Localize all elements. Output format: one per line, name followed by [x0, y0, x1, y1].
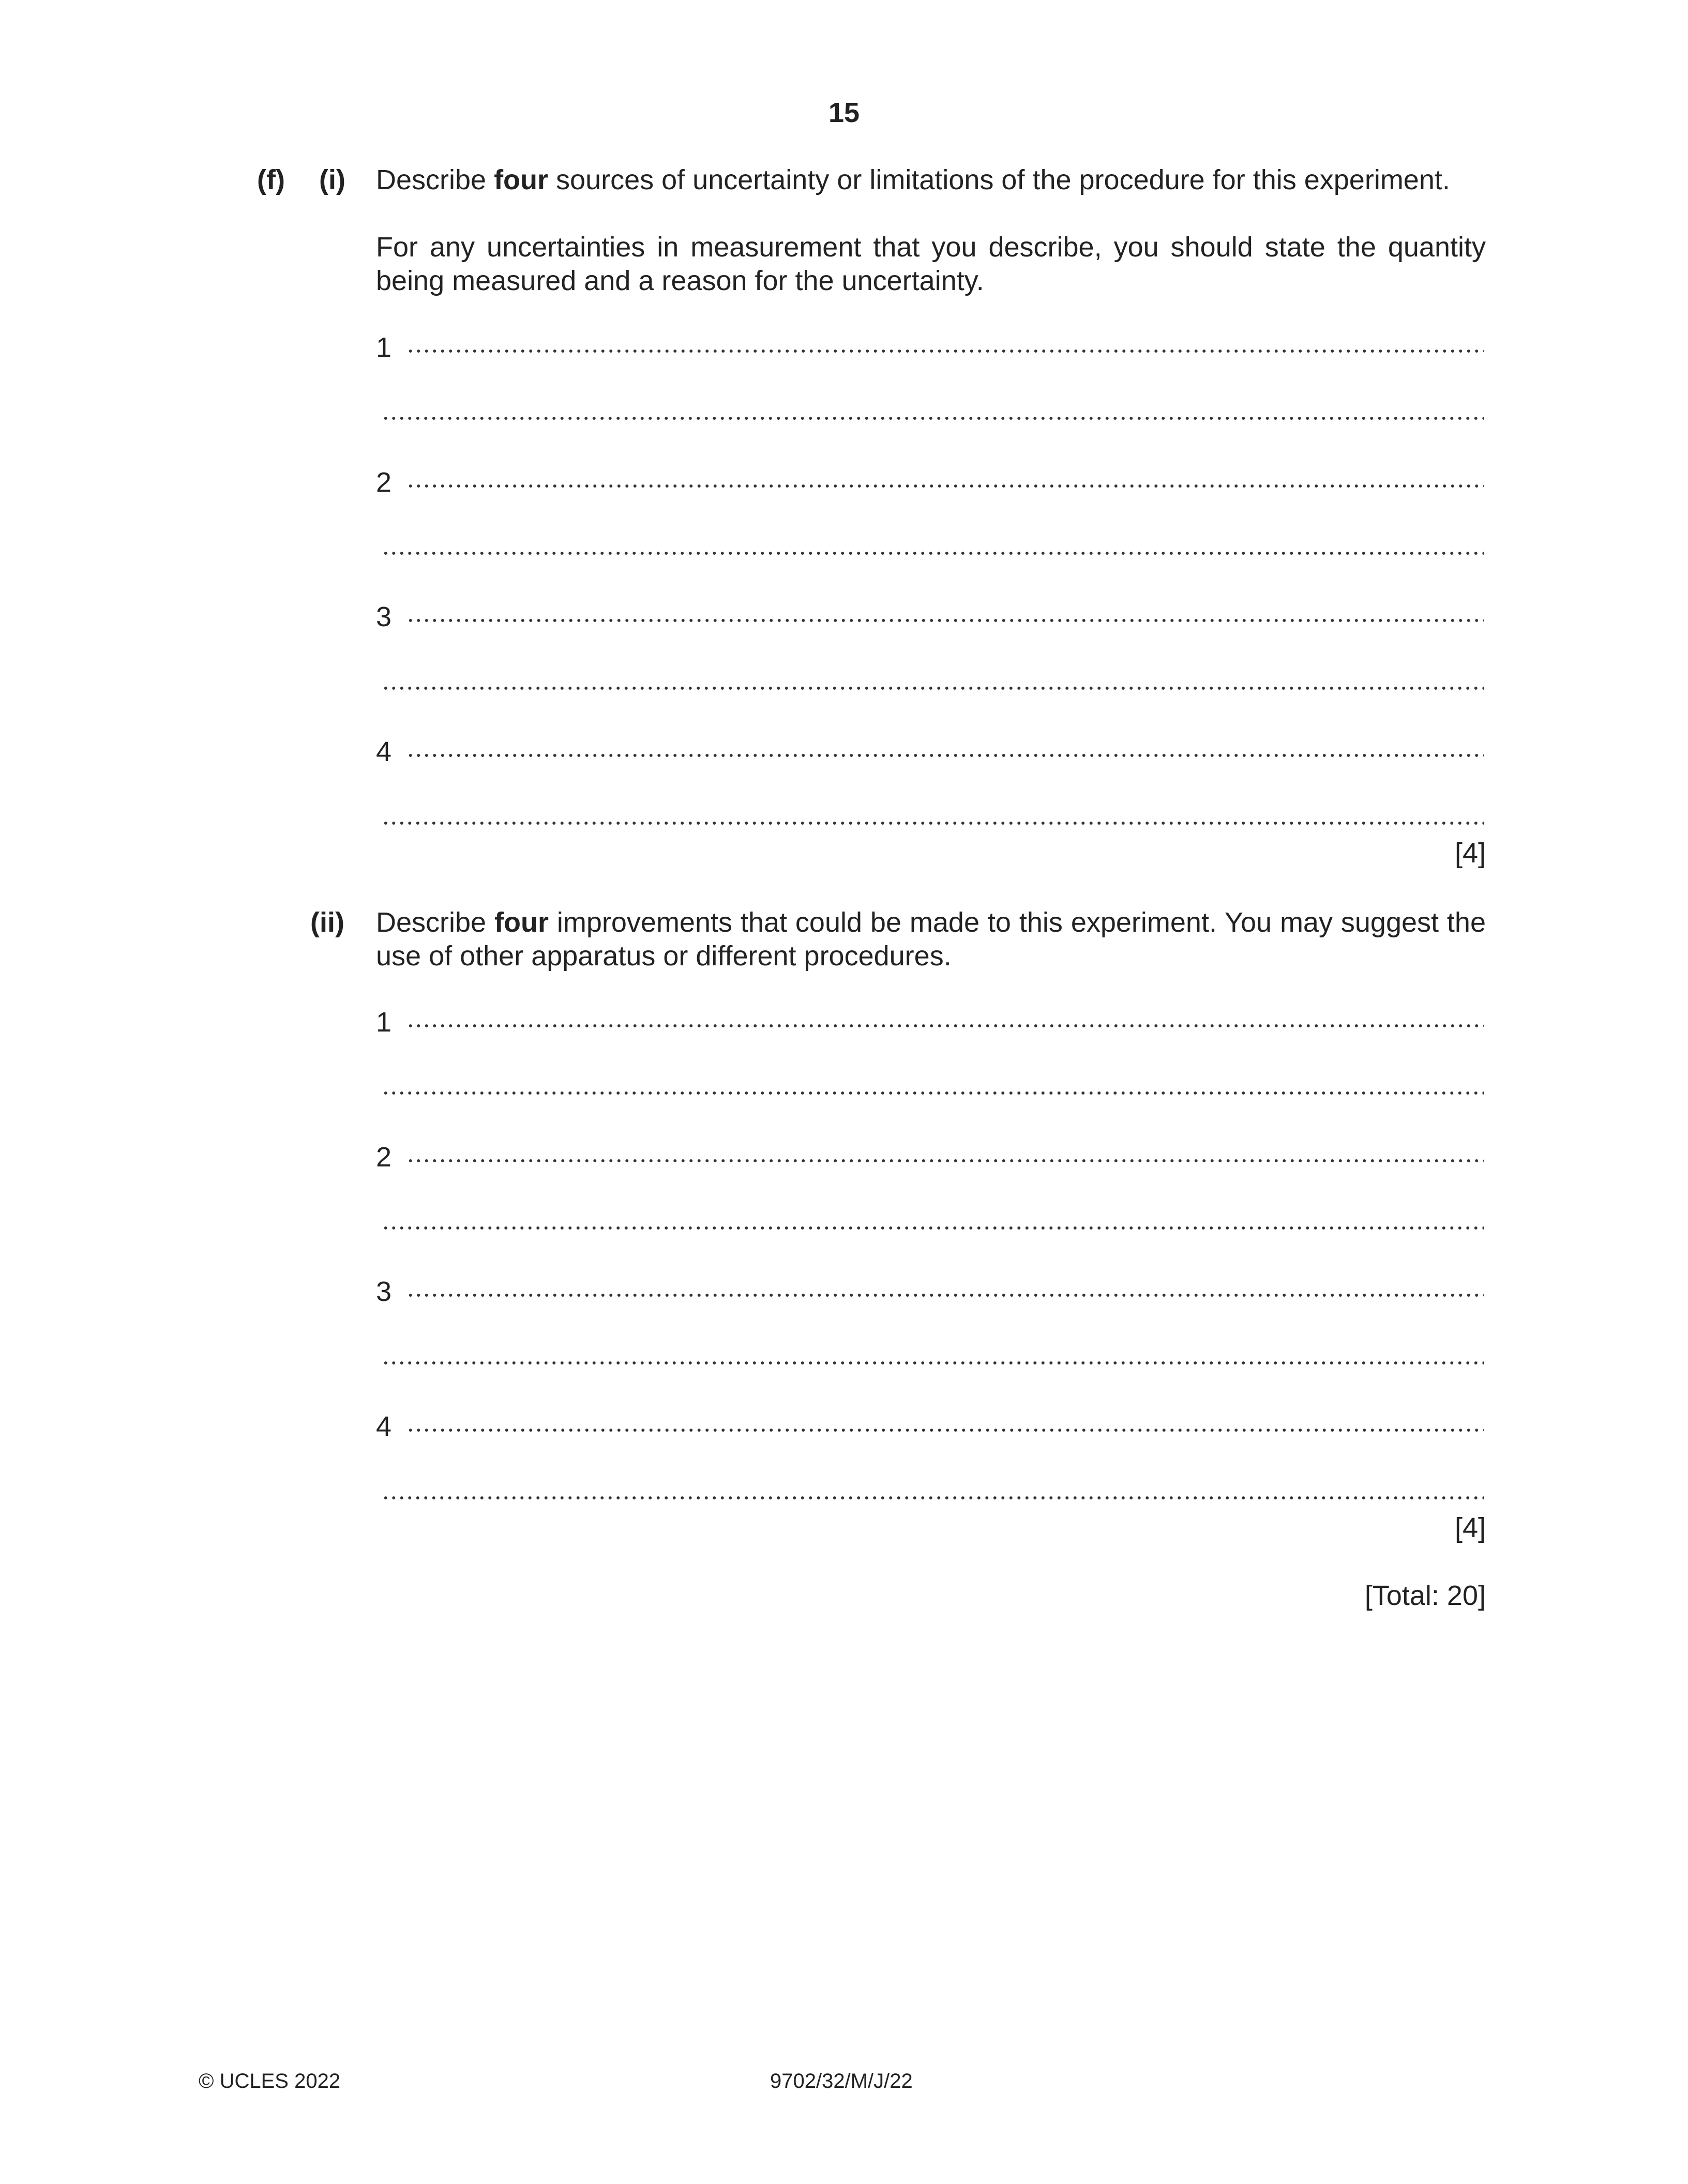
answer-number: 4: [376, 736, 392, 767]
answer-number: 2: [376, 467, 392, 498]
answer-number: 1: [376, 1007, 392, 1038]
answer-line-i-4a[interactable]: [406, 753, 1484, 757]
marks-i: [4]: [1454, 838, 1486, 869]
answer-number: 3: [376, 601, 392, 632]
subpart-i-note: For any uncertainties in measurement that you describe, you should state the quantity being measured and a reason for the uncertainty.: [376, 232, 1486, 296]
subpart-i-label: (i): [319, 164, 345, 195]
footer-copyright: © UCLES 2022: [199, 2070, 341, 2092]
answer-line-i-3a[interactable]: [406, 618, 1484, 623]
subpart-ii-prompt: Describe four improvements that could be made to this experiment. You may suggest the use of other apparatus or different procedures.: [376, 907, 1486, 972]
answer-line-ii-4a[interactable]: [406, 1428, 1484, 1432]
answer-line-i-3b[interactable]: [382, 686, 1484, 690]
page-number: 15: [828, 97, 860, 128]
answer-line-i-2b[interactable]: [382, 551, 1484, 555]
subpart-ii-label: (ii): [310, 907, 344, 938]
answer-line-ii-3b[interactable]: [382, 1361, 1484, 1365]
answer-line-ii-1b[interactable]: [382, 1091, 1484, 1095]
answer-line-i-4b[interactable]: [382, 821, 1484, 825]
total-marks: [Total: 20]: [1364, 1580, 1486, 1611]
answer-line-ii-4b[interactable]: [382, 1496, 1484, 1500]
answer-line-ii-2a[interactable]: [406, 1159, 1484, 1163]
answer-line-ii-2b[interactable]: [382, 1226, 1484, 1230]
answer-line-ii-1a[interactable]: [406, 1024, 1484, 1028]
emphasis-four: four: [494, 164, 549, 195]
answer-number: 3: [376, 1276, 392, 1307]
answer-line-i-2a[interactable]: [406, 484, 1484, 488]
marks-ii: [4]: [1454, 1512, 1486, 1543]
answer-line-i-1a[interactable]: [406, 349, 1484, 353]
footer-paper-code: 9702/32/M/J/22: [770, 2070, 913, 2092]
answer-number: 2: [376, 1142, 392, 1173]
answer-line-ii-3a[interactable]: [406, 1293, 1484, 1297]
part-label: (f): [257, 164, 285, 195]
answer-number: 4: [376, 1411, 392, 1442]
subpart-i-prompt: Describe four sources of uncertainty or limitations of the procedure for this experiment.: [376, 164, 1450, 195]
answer-line-i-1b[interactable]: [382, 416, 1484, 420]
emphasis-four: four: [494, 907, 549, 938]
answer-number: 1: [376, 332, 392, 363]
